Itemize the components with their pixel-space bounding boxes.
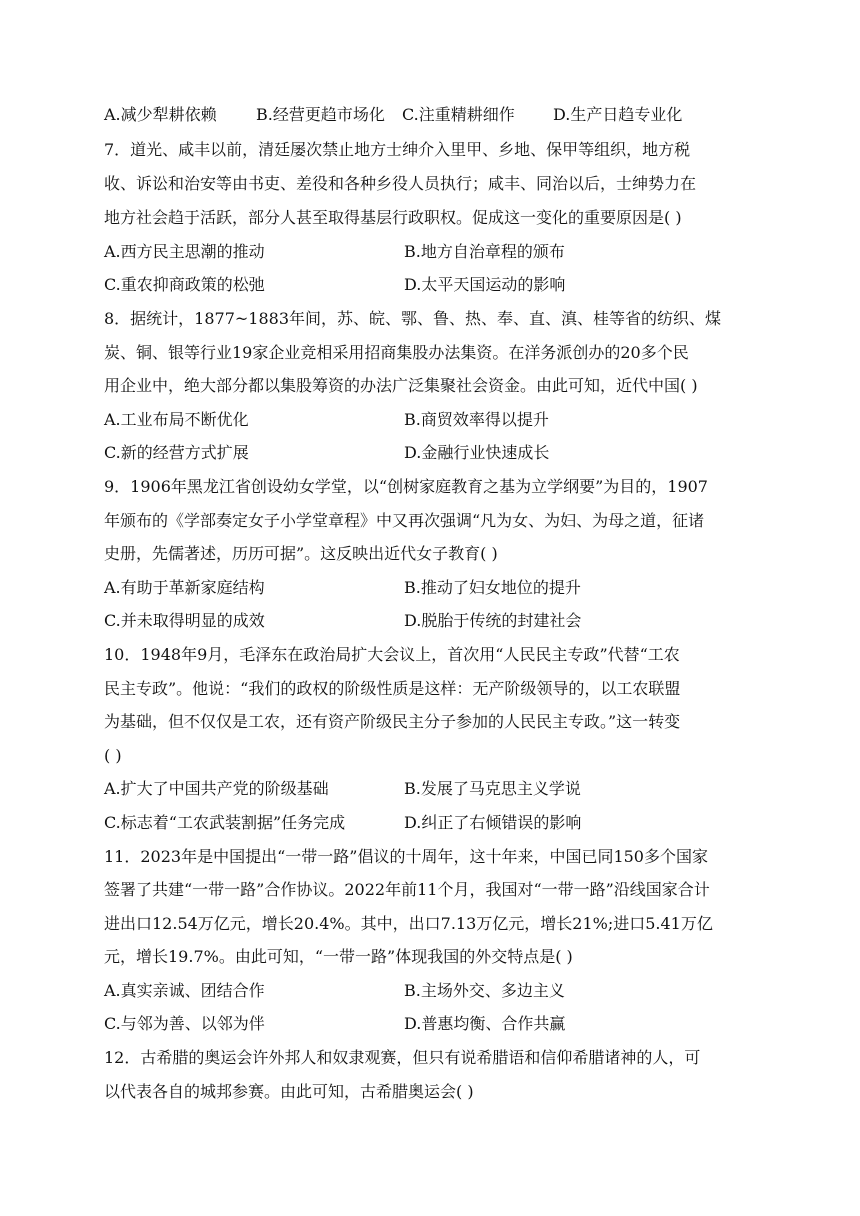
q11-option-c: C.与邻为善、以邻为伴: [104, 1014, 265, 1033]
q12-stem-line-2: 以代表各自的城邦参赛。由此可知，古希腊奥运会( ): [104, 1082, 474, 1101]
q8-option-c: C.新的经营方式扩展: [104, 443, 249, 462]
q11-option-b: B.主场外交、多边主义: [404, 981, 565, 1000]
q8-option-d: D.金融行业快速成长: [404, 443, 550, 462]
q11-stem-line-3: 进出口12.54万亿元，增长20.4%。其中，出口7.13万亿元，增长21%;进口5.41万亿: [104, 914, 713, 933]
q11-stem-line-4: 元，增长19.7%。由此可知，“一带一路”体现我国的外交特点是( ): [104, 947, 573, 966]
q10-stem-line-3: 为基础，但不仅仅是工农，还有资产阶级民主分子参加的人民民主专政。”这一转变: [104, 712, 681, 731]
q7-option-d: D.太平天国运动的影响: [404, 275, 566, 294]
q6-option-d: D.生产日趋专业化: [553, 105, 683, 124]
q9-stem-line-3: 史册，先儒著述，历历可据”。这反映出近代女子教育( ): [104, 544, 498, 563]
q11-options-row-1: [104, 981, 764, 1001]
q9-option-c: C.并未取得明显的成效: [104, 611, 265, 630]
q9-option-b: B.推动了妇女地位的提升: [404, 578, 581, 597]
q11-options-row-2: [104, 1014, 764, 1034]
q11-stem-line-1: 11．2023年是中国提出“一带一路”倡议的十周年，这十年来，中国已同150多个国家: [104, 847, 708, 866]
q10-options-row-2: [104, 813, 764, 833]
q11-stem-line-2: 签署了共建“一带一路”合作协议。2022年前11个月，我国对“一带一路”沿线国家合计: [104, 880, 710, 899]
q10-stem-line-1: 10．1948年9月，毛泽东在政治局扩大会议上，首次用“人民民主专政”代替“工农: [104, 645, 680, 664]
q9-stem-line-1: 9．1906年黑龙江省创设幼女学堂，以“创树家庭教育之基为立学纲要”为目的，1907: [104, 477, 708, 496]
q7-option-c: C.重农抑商政策的松弛: [104, 275, 265, 294]
q7-stem-line-1: 7．道光、咸丰以前，清廷屡次禁止地方士绅介入里甲、乡地、保甲等组织，地方税: [104, 140, 691, 159]
q11-option-d: D.普惠均衡、合作共赢: [404, 1014, 566, 1033]
q9-options-row-2: [104, 611, 764, 631]
q7-options-row-2: [104, 275, 764, 295]
q7-option-a: A.西方民主思潮的推动: [104, 242, 265, 261]
q10-options-row-1: [104, 779, 764, 799]
q7-options-row-1: [104, 242, 764, 262]
q8-option-a: A.工业布局不断优化: [104, 410, 249, 429]
q10-stem-line-4: ( ): [104, 746, 122, 765]
q6-option-b: B.经营更趋市场化: [256, 105, 385, 124]
q8-option-b: B.商贸效率得以提升: [404, 410, 549, 429]
q10-option-b: B.发展了马克思主义学说: [404, 779, 581, 798]
q9-stem-line-2: 年颁布的《学部奏定女子小学堂章程》中又再次强调“凡为女、为妇、为母之道，征诸: [104, 511, 705, 530]
q6-option-a: A.减少犁耕依赖: [104, 105, 217, 124]
q8-stem-line-2: 炭、铜、银等行业19家企业竞相采用招商集股办法集资。在洋务派创办的20多个民: [104, 343, 689, 362]
q7-option-b: B.地方自治章程的颁布: [404, 242, 565, 261]
q9-options-row-1: [104, 578, 764, 598]
q8-options-row-1: [104, 410, 764, 430]
q10-stem-line-2: 民主专政”。他说：“我们的政权的阶级性质是这样：无产阶级领导的，以工农联盟: [104, 679, 681, 698]
q9-option-a: A.有助于革新家庭结构: [104, 578, 265, 597]
q10-option-a: A.扩大了中国共产党的阶级基础: [104, 779, 329, 798]
q7-stem-line-3: 地方社会趋于活跃，部分人甚至取得基层行政职权。促成这一变化的重要原因是( ): [104, 208, 682, 227]
q8-stem-line-3: 用企业中，绝大部分都以集股筹资的办法广泛集聚社会资金。由此可知，近代中国( ): [104, 376, 698, 395]
q9-option-d: D.脱胎于传统的封建社会: [404, 611, 582, 630]
q8-options-row-2: [104, 443, 764, 463]
q11-option-a: A.真实亲诚、团结合作: [104, 981, 265, 1000]
q6-option-c: C.注重精耕细作: [402, 105, 515, 124]
q7-stem-line-2: 收、诉讼和治安等由书吏、差役和各种乡役人员执行；咸丰、同治以后，士绅势力在: [104, 174, 697, 193]
q10-option-d: D.纠正了右倾错误的影响: [404, 813, 582, 832]
q8-stem-line-1: 8．据统计，1877~1883年间，苏、皖、鄂、鲁、热、奉、直、滇、桂等省的纺织、煤: [104, 309, 722, 328]
q10-option-c: C.标志着“工农武装割据”任务完成: [104, 813, 346, 832]
q12-stem-line-1: 12．古希腊的奥运会许外邦人和奴隶观赛，但只有说希腊语和信仰希腊诸神的人，可: [104, 1048, 701, 1067]
